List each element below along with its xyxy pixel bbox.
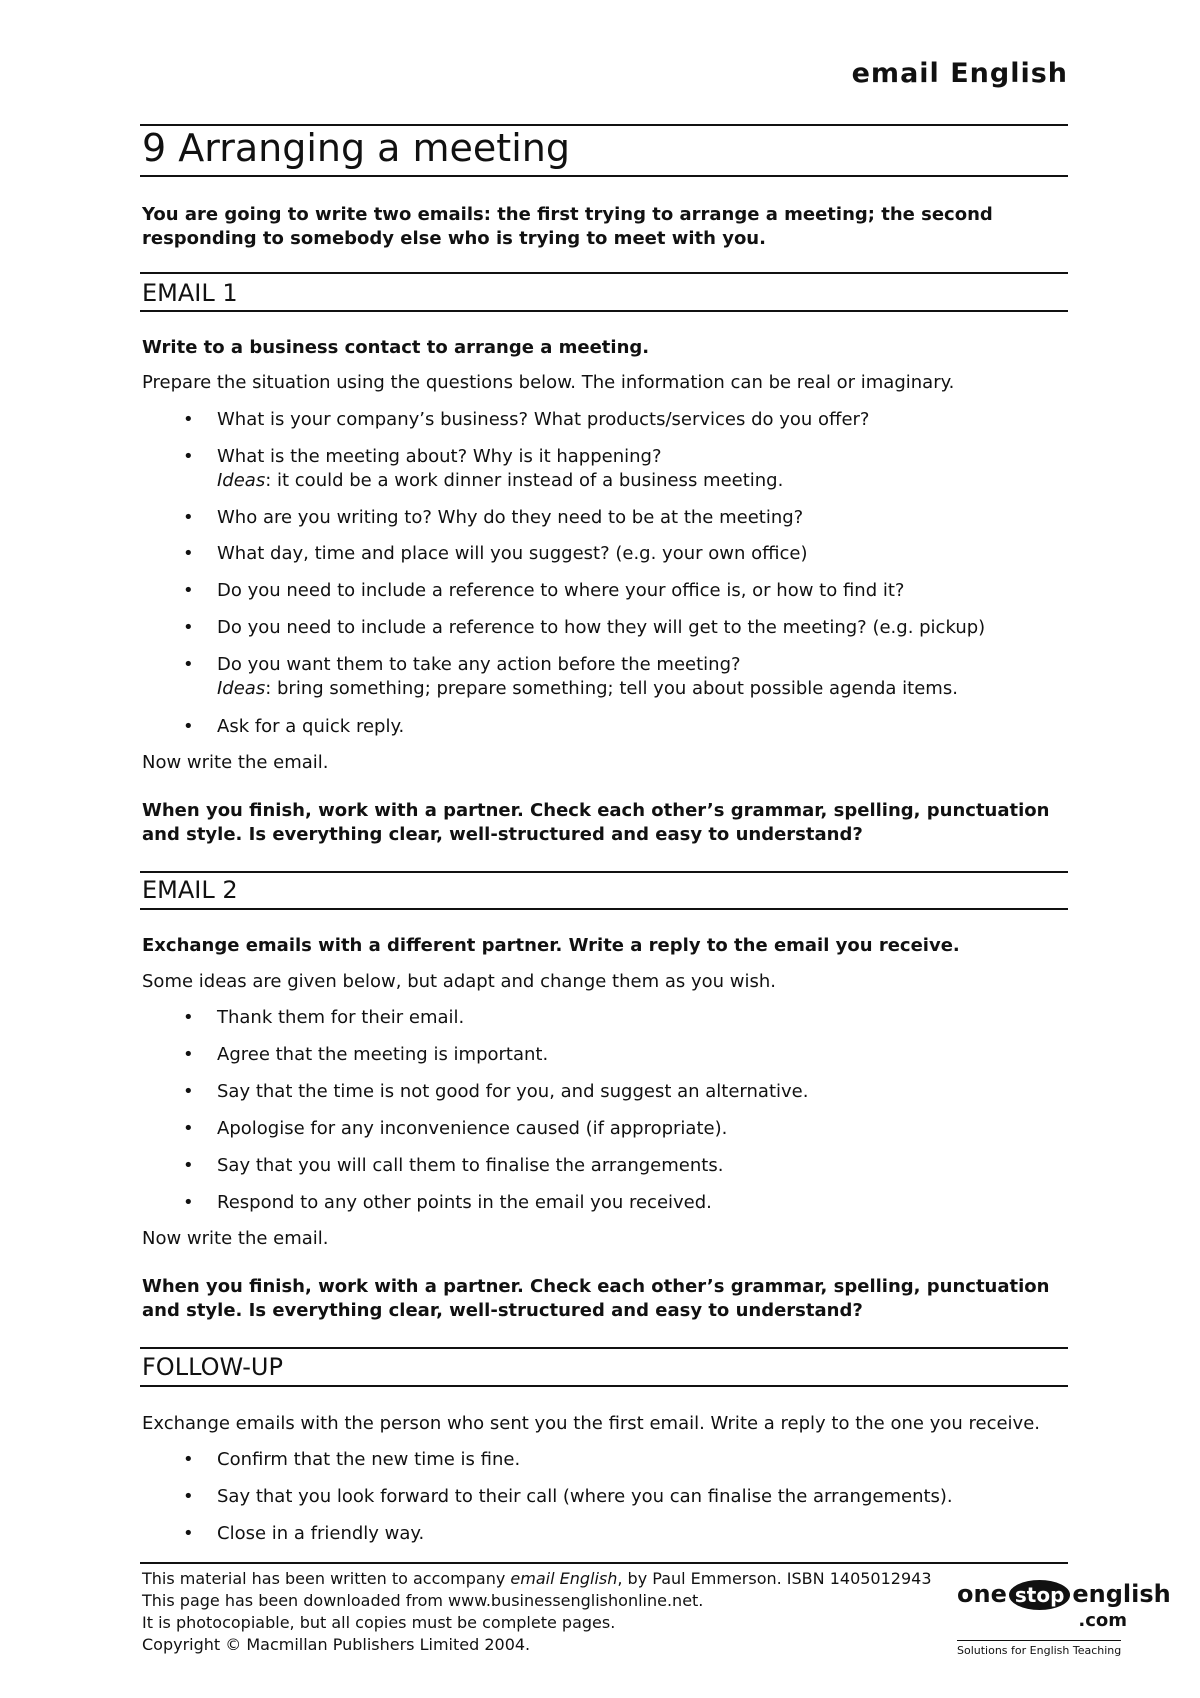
email2-prep: Some ideas are given below, but adapt and change them as you wish. [142, 971, 776, 992]
logo-com: .com [1078, 1610, 1127, 1631]
email2-check: When you finish, work with a partner. Check each other’s grammar, spelling, punctuation and style. Is everything clear, well-structured and easy to understand? [142, 1276, 1050, 1321]
title-rule [140, 175, 1068, 177]
email2-task: Exchange emails with a different partner. Write a reply to the email you receive. [142, 935, 960, 956]
followup-heading: FOLLOW-UP [142, 1353, 283, 1381]
footer-line-1: This material has been written to accompany email English, by Paul Emmerson. ISBN 1405012943 [142, 1569, 932, 1588]
intro-text: You are going to write two emails: the first trying to arrange a meeting; the second responding to somebody else who is trying to meet with you. [142, 204, 993, 249]
email2-now: Now write the email. [142, 1228, 329, 1249]
footer-line-4: Copyright © Macmillan Publishers Limited 2004. [142, 1635, 531, 1654]
email1-prep: Prepare the situation using the questions below. The information can be real or imaginary. [142, 372, 955, 393]
logo-tagline: Solutions for English Teaching [957, 1640, 1121, 1657]
footer-notice [142, 1568, 942, 1656]
email1-check: When you finish, work with a partner. Check each other’s grammar, spelling, punctuation and style. Is everything clear, well-structured and easy to understand? [142, 800, 1050, 845]
page-title: 9 Arranging a meeting [142, 126, 570, 170]
email1-heading: EMAIL 1 [142, 279, 238, 307]
email1-now: Now write the email. [142, 752, 329, 773]
email2-rule-top [140, 871, 1068, 873]
logo-wordmark: one stop english [957, 1580, 1171, 1608]
email2-rule-bottom [140, 908, 1068, 910]
followup-rule-top [140, 1347, 1068, 1349]
email1-rule-top [140, 272, 1068, 274]
footer-line-3: It is photocopiable, but all copies must be complete pages. [142, 1613, 616, 1632]
email1-task: Write to a business contact to arrange a meeting. [142, 337, 650, 358]
followup-prep: Exchange emails with the person who sent you the first email. Write a reply to the one you receive. [142, 1413, 1040, 1434]
footer-rule [140, 1562, 1068, 1564]
email2-heading: EMAIL 2 [142, 876, 238, 904]
footer-line-2: This page has been downloaded from www.businessenglishonline.net. [142, 1591, 704, 1610]
onestopenglish-logo [957, 1580, 1171, 1660]
followup-rule-bottom [140, 1385, 1068, 1387]
brand-header: email English [851, 58, 1068, 89]
email1-rule-bottom [140, 310, 1068, 312]
